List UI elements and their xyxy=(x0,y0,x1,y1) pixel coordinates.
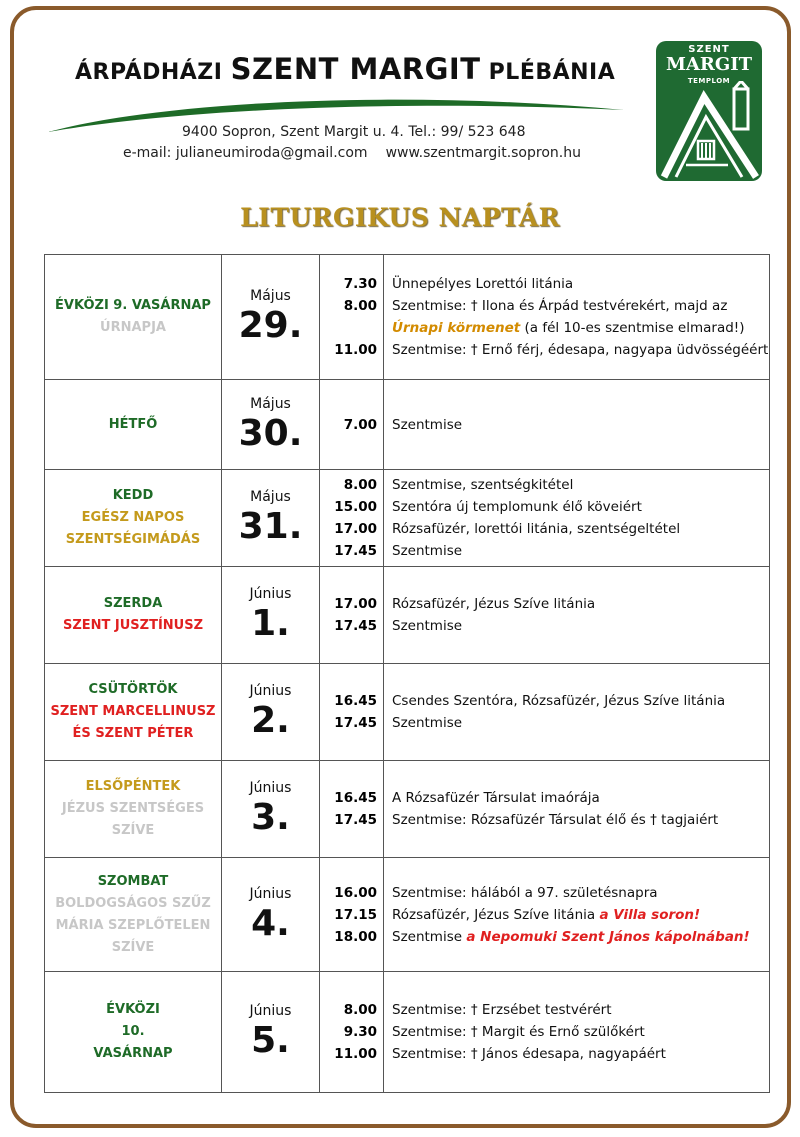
service-time: 17.45 xyxy=(334,543,377,559)
day-number: 4. xyxy=(251,902,290,944)
day-label-line: SZENTSÉGIMÁDÁS xyxy=(65,532,201,547)
service-description xyxy=(392,474,769,496)
description-text: Szentmise: hálából a 97. születésnapra xyxy=(392,884,658,901)
date-cell xyxy=(222,470,320,567)
day-label-line: HÉTFŐ xyxy=(108,416,158,432)
day-name-cell xyxy=(45,255,222,380)
service-description xyxy=(392,273,769,295)
description-text: Szentmise xyxy=(392,416,463,433)
month-label: Május xyxy=(250,489,291,505)
description-text: Rózsafüzér, Jézus Szíve litánia xyxy=(392,906,600,923)
logo-text-top: SZENT xyxy=(688,44,730,55)
description-text: Szentóra új templomunk élő köveiért xyxy=(392,499,642,515)
description-text: Szentmise: † Ernő férj, édesapa, nagyapa üdvösségéért xyxy=(392,342,769,358)
month-label: Június xyxy=(249,1003,292,1019)
service-time: 7.00 xyxy=(343,416,377,433)
month-label: Június xyxy=(249,683,292,699)
day-label-line: SZÍVE xyxy=(111,823,155,838)
day-label-line: SZERDA xyxy=(103,596,163,611)
service-description xyxy=(392,496,769,518)
calendar-row xyxy=(45,380,770,470)
highlighted-note: a Nepomuki Szent János kápolnában! xyxy=(466,928,750,945)
services-cell xyxy=(384,664,770,761)
day-label-line: ÉVKÖZI 9. VASÁRNAP xyxy=(55,298,211,313)
service-description xyxy=(392,1043,769,1065)
times-cell xyxy=(320,255,384,380)
calendar-row xyxy=(45,761,770,858)
description-text: Ünnepélyes Lorettói litánia xyxy=(392,276,574,292)
parish-name-pre: ÁRPÁDHÁZI xyxy=(75,60,223,85)
services-cell xyxy=(384,470,770,567)
day-label-line: JÉZUS SZENTSÉGES xyxy=(61,801,205,816)
date-cell xyxy=(222,567,320,664)
day-label-line: ELSŐPÉNTEK xyxy=(85,779,181,794)
description-text: Szentmise xyxy=(392,928,467,945)
highlighted-note: a Villa soron! xyxy=(599,906,701,923)
service-time: 17.45 xyxy=(334,715,377,731)
month-label: Május xyxy=(250,288,291,304)
service-time: 8.00 xyxy=(343,298,377,314)
email-text: e-mail: julianeumiroda@gmail.com xyxy=(123,145,368,161)
liturgical-calendar-table xyxy=(44,254,770,1093)
day-label-line: KEDD xyxy=(112,488,154,503)
day-number: 5. xyxy=(251,1020,290,1061)
service-time: 16.00 xyxy=(334,884,377,901)
service-description xyxy=(392,787,769,809)
times-cell xyxy=(320,470,384,567)
parish-name-post: PLÉBÁNIA xyxy=(488,60,616,85)
day-label-line: CSÜTÖRTÖK xyxy=(88,682,178,697)
description-text: Szentmise: Rózsafüzér Társulat élő és † tagjaiért xyxy=(392,812,719,828)
service-time: 17.00 xyxy=(334,596,377,612)
times-cell xyxy=(320,567,384,664)
day-name-cell xyxy=(45,470,222,567)
day-name-cell xyxy=(45,664,222,761)
service-time: 16.45 xyxy=(334,693,377,709)
date-cell xyxy=(222,380,320,470)
description-text: Szentmise, szentségkitétel xyxy=(392,477,574,493)
day-number: 3. xyxy=(251,797,290,838)
service-time: 11.00 xyxy=(334,342,377,358)
day-label-line: SZENT JUSZTÍNUSZ xyxy=(62,618,204,633)
service-time: 16.45 xyxy=(334,790,377,806)
day-number: 29. xyxy=(238,305,303,346)
calendar-row xyxy=(45,567,770,664)
day-number: 2. xyxy=(251,700,290,741)
services-cell xyxy=(384,858,770,972)
day-label-line: ÉVKÖZI xyxy=(106,1002,160,1017)
day-label-line: BOLDOGSÁGOS SZŰZ xyxy=(55,895,211,911)
church-logo xyxy=(656,41,762,181)
month-label: Június xyxy=(249,780,292,796)
logo-text-main: MARGIT xyxy=(665,54,753,75)
day-name-cell xyxy=(45,761,222,858)
description-text: Szentmise: † Erzsébet testvérért xyxy=(392,1002,612,1018)
day-label-line: SZOMBAT xyxy=(97,873,169,889)
month-label: Június xyxy=(249,885,292,902)
calendar-row xyxy=(45,858,770,972)
service-time: 17.45 xyxy=(334,812,377,828)
description-text: (a fél 10-es szentmise elmarad!) xyxy=(520,320,745,336)
day-number: 31. xyxy=(238,506,303,547)
day-label-line: 10. xyxy=(121,1024,145,1039)
address-line: 9400 Sopron, Szent Margit u. 4. Tel.: 99/ 523 648 xyxy=(182,124,526,140)
description-text: Szentmise xyxy=(392,543,463,559)
description-text: Szentmise: † Margit és Ernő szülőkért xyxy=(392,1024,645,1040)
day-name-cell xyxy=(45,380,222,470)
calendar-row xyxy=(45,470,770,567)
service-time: 17.45 xyxy=(334,618,377,634)
logo-text-sub: TEMPLOM xyxy=(687,77,731,85)
services-cell xyxy=(384,567,770,664)
day-label-line: SZÍVE xyxy=(111,939,155,955)
service-description xyxy=(392,809,769,831)
day-name-cell xyxy=(45,567,222,664)
service-description xyxy=(392,999,769,1021)
calendar-row xyxy=(45,664,770,761)
date-cell xyxy=(222,664,320,761)
times-cell xyxy=(320,761,384,858)
day-number: 1. xyxy=(251,603,290,644)
day-label-line: ÚRNAPJA xyxy=(100,320,166,335)
date-cell xyxy=(222,255,320,380)
services-cell xyxy=(384,255,770,380)
description-text: A Rózsafüzér Társulat imaórája xyxy=(392,790,600,806)
date-cell xyxy=(222,858,320,972)
church-icon xyxy=(656,81,762,181)
day-label-line: SZENT MARCELLINUSZ xyxy=(50,704,216,719)
times-cell xyxy=(320,972,384,1093)
highlighted-note: Úrnapi körmenet xyxy=(392,320,521,336)
parish-name xyxy=(75,52,615,86)
day-name-cell xyxy=(45,972,222,1093)
service-time: 17.00 xyxy=(334,521,377,537)
day-number: 30. xyxy=(238,412,303,454)
month-label: Május xyxy=(250,395,291,412)
service-description xyxy=(392,540,769,562)
parish-name-main: SZENT MARGIT xyxy=(230,52,481,86)
service-description xyxy=(392,904,769,926)
service-time: 18.00 xyxy=(334,928,377,945)
times-cell xyxy=(320,858,384,972)
service-description xyxy=(392,615,769,637)
services-cell xyxy=(384,380,770,470)
date-cell xyxy=(222,972,320,1093)
description-text: Rózsafüzér, Jézus Szíve litánia xyxy=(392,596,596,612)
service-time: 11.00 xyxy=(334,1046,377,1062)
services-cell xyxy=(384,972,770,1093)
description-text: Szentmise xyxy=(392,618,463,634)
service-description xyxy=(392,882,769,904)
description-text: Csendes Szentóra, Rózsafüzér, Jézus Szíve litánia xyxy=(392,693,726,709)
times-cell xyxy=(320,380,384,470)
day-label-line: ÉS SZENT PÉTER xyxy=(72,726,194,741)
calendar-row xyxy=(45,972,770,1093)
times-cell xyxy=(320,664,384,761)
service-description xyxy=(392,926,769,948)
service-time: 15.00 xyxy=(334,499,377,515)
date-cell xyxy=(222,761,320,858)
service-time: 17.15 xyxy=(334,906,377,923)
page-title: LITURGIKUS NAPTÁR xyxy=(240,203,560,232)
contact-line xyxy=(123,145,581,161)
description-text: Szentmise: † János édesapa, nagyapáért xyxy=(392,1046,666,1062)
description-text: Rózsafüzér, lorettói litánia, szentségeltétel xyxy=(392,521,681,537)
service-time: 7.30 xyxy=(343,276,377,292)
service-description xyxy=(392,295,769,317)
day-label-line: MÁRIA SZEPLŐTELEN xyxy=(55,917,211,933)
website-text: www.szentmargit.sopron.hu xyxy=(385,145,581,161)
service-description xyxy=(392,1021,769,1043)
service-description xyxy=(392,518,769,540)
day-label-line: EGÉSZ NAPOS xyxy=(81,510,185,525)
service-time: 9.30 xyxy=(343,1024,377,1040)
month-label: Június xyxy=(249,586,292,602)
day-name-cell xyxy=(45,858,222,972)
service-time: 8.00 xyxy=(343,477,377,493)
calendar-row xyxy=(45,255,770,380)
service-description xyxy=(392,690,769,712)
service-description xyxy=(392,593,769,615)
service-time: 8.00 xyxy=(343,1002,377,1018)
description-text: Szentmise: † Ilona és Árpád testvérekért, majd az xyxy=(392,298,728,314)
service-description xyxy=(392,712,769,734)
service-description xyxy=(392,339,769,361)
services-cell xyxy=(384,761,770,858)
service-time xyxy=(320,317,377,339)
description-text: Szentmise xyxy=(392,715,463,731)
day-label-line: VASÁRNAP xyxy=(93,1046,173,1061)
service-description xyxy=(392,317,769,339)
service-description xyxy=(392,414,769,436)
